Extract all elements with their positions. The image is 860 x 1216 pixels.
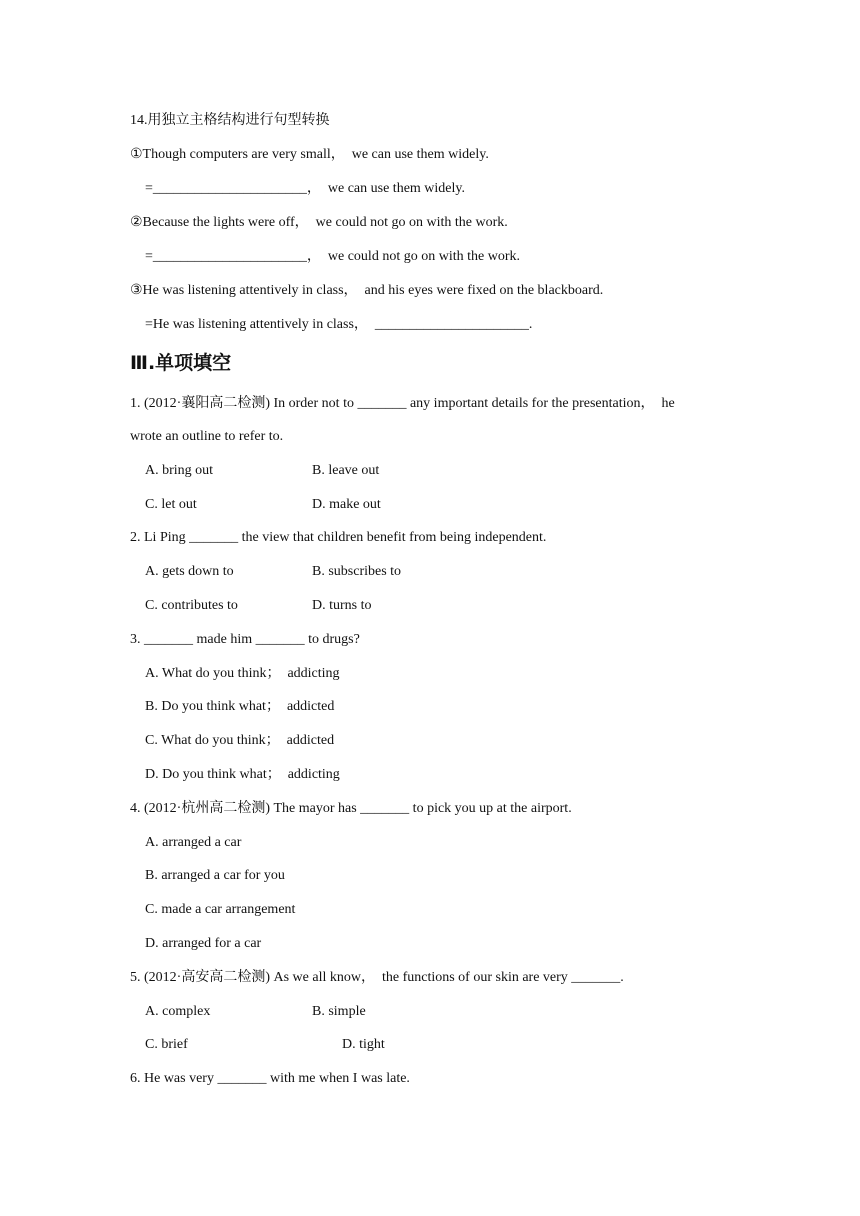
q4-option-d: D. arranged for a car	[145, 936, 262, 951]
q1-option-a: A. bring out	[145, 463, 214, 478]
sentence-3: ③He was listening attentively in class， and his eyes were fixed on the blackboard.	[130, 283, 604, 298]
exercise-title: 14.用独立主格结构进行句型转换	[130, 113, 330, 128]
answer-line-2: =______________________， we could not go on with the work.	[145, 249, 520, 264]
q5-option-c: C. brief	[145, 1037, 188, 1052]
q2-option-c: C. contributes to	[145, 598, 238, 613]
q1-option-d: D. make out	[312, 497, 381, 512]
q2-option-d: D. turns to	[312, 598, 372, 613]
answer-line-3: =He was listening attentively in class， ______________________.	[145, 317, 533, 332]
q1-option-c: C. let out	[145, 497, 197, 512]
q4-option-a: A. arranged a car	[145, 835, 242, 850]
q2-option-a: A. gets down to	[145, 564, 234, 579]
question-3-stem: 3. _______ made him _______ to drugs?	[130, 632, 360, 647]
section-heading: Ⅲ.单项填空	[130, 352, 232, 374]
question-6-stem: 6. He was very _______ with me when I was late.	[130, 1071, 410, 1086]
q5-option-a: A. complex	[145, 1004, 211, 1019]
q3-option-d: D. Do you think what； addicting	[145, 767, 340, 782]
q5-option-b: B. simple	[312, 1004, 366, 1019]
q4-option-c: C. made a car arrangement	[145, 902, 296, 917]
q2-option-b: B. subscribes to	[312, 564, 402, 579]
q3-option-c: C. What do you think； addicted	[145, 733, 335, 748]
question-1-stem: 1. (2012·襄阳高二检测) In order not to _______ any important details for the presentation， he	[130, 396, 675, 411]
sentence-1: ①Though computers are very small， we can use them widely.	[130, 147, 489, 162]
question-2-stem: 2. Li Ping _______ the view that children benefit from being independent.	[130, 530, 547, 545]
q3-option-a: A. What do you think； addicting	[145, 666, 340, 681]
q1-option-b: B. leave out	[312, 463, 380, 478]
question-5-stem: 5. (2012·高安高二检测) As we all know， the functions of our skin are very _______.	[130, 970, 624, 985]
q4-option-b: B. arranged a car for you	[145, 868, 285, 883]
answer-line-1: =______________________， we can use them widely.	[145, 181, 465, 196]
sentence-2: ②Because the lights were off， we could not go on with the work.	[130, 215, 508, 230]
q5-option-d: D. tight	[342, 1037, 385, 1052]
question-4-stem: 4. (2012·杭州高二检测) The mayor has _______ to pick you up at the airport.	[130, 801, 572, 816]
q3-option-b: B. Do you think what； addicted	[145, 699, 335, 714]
question-1-stem-cont: wrote an outline to refer to.	[130, 429, 284, 444]
